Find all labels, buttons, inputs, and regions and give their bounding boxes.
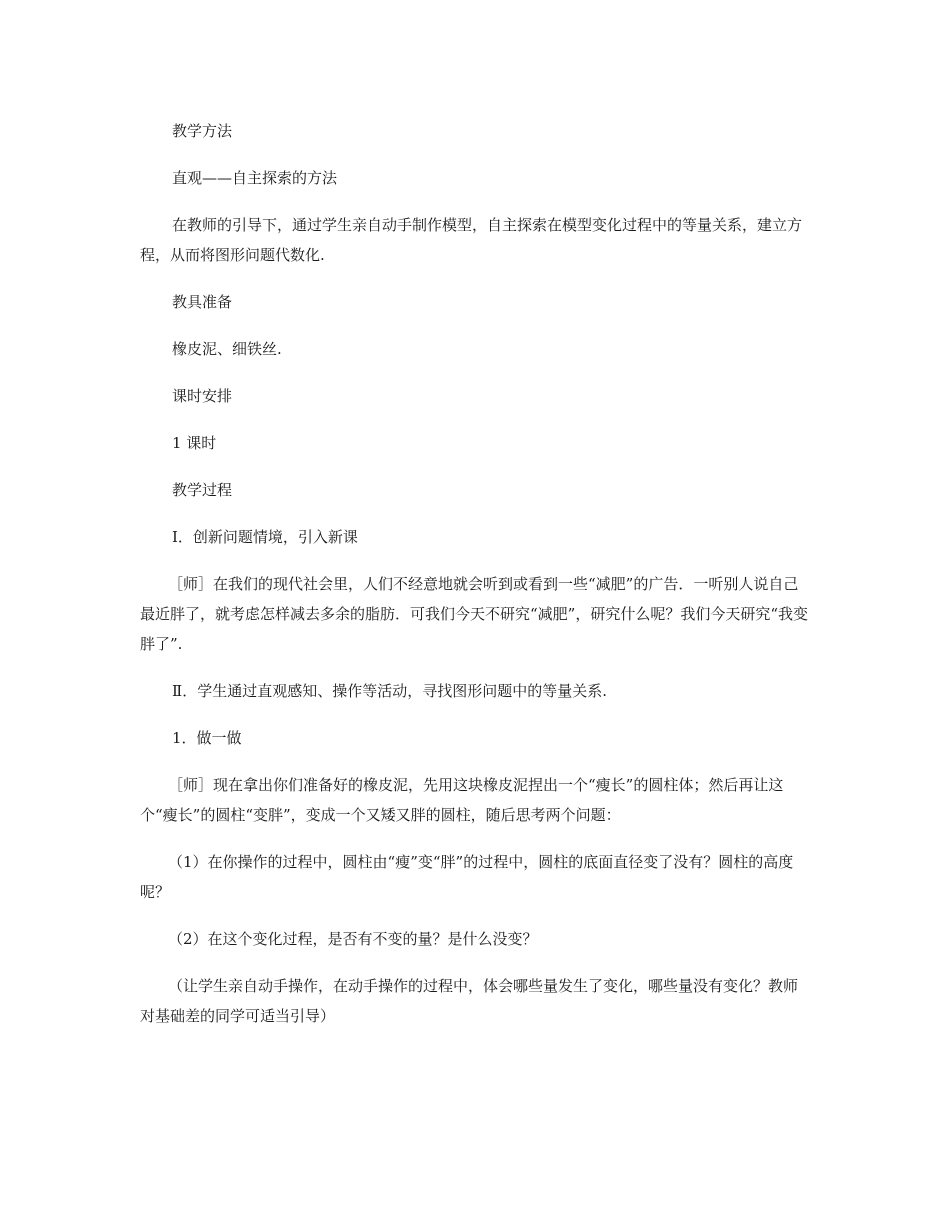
paragraph: （2）在这个变化过程，是否有不变的量？是什么没变？ bbox=[168, 930, 538, 948]
document-page bbox=[140, 116, 810, 1048]
paragraph: 直观——自主探索的方法 bbox=[172, 169, 338, 187]
paragraph: ［师］现在拿出你们准备好的橡皮泥，先用这块橡皮泥捏出一个“瘦长”的圆柱体；然后再让这个“瘦长”的圆柱“变胖”，变成一个又矮又胖的圆柱，随后思考两个问题： bbox=[140, 776, 784, 824]
section-heading: 教学过程 bbox=[172, 481, 233, 499]
section-heading: 教学方法 bbox=[172, 122, 233, 140]
paragraph: 橡皮泥、细铁丝. bbox=[172, 340, 282, 358]
paragraph: ［师］在我们的现代社会里，人们不经意地就会听到或看到一些“减肥”的广告．一听别人说自己最近胖了，就考虑怎样减去多余的脂肪．可我们今天不研究“减肥”，研究什么呢？我们今天研究“我变胖了”. bbox=[140, 575, 809, 653]
subsection-heading: Ⅰ．创新问题情境，引入新课 bbox=[172, 528, 358, 546]
section-heading: 教具准备 bbox=[172, 293, 233, 311]
subsection-heading: 1．做一做 bbox=[172, 729, 242, 747]
paragraph: 在教师的引导下，通过学生亲自动手制作模型，自主探索在模型变化过程中的等量关系，建立方程，从而将图形问题代数化. bbox=[140, 216, 803, 264]
paragraph: （1）在你操作的过程中，圆柱由“瘦”变“胖”的过程中，圆柱的底面直径变了没有？圆柱的高度呢？ bbox=[140, 853, 794, 901]
paragraph: （让学生亲自动手操作，在动手操作的过程中，体会哪些量发生了变化，哪些量没有变化？教师对基础差的同学可适当引导） bbox=[140, 977, 799, 1025]
subsection-heading: Ⅱ．学生通过直观感知、操作等活动，寻找图形问题中的等量关系. bbox=[172, 682, 607, 700]
section-heading: 课时安排 bbox=[172, 387, 233, 405]
paragraph: 1 课时 bbox=[172, 434, 217, 452]
